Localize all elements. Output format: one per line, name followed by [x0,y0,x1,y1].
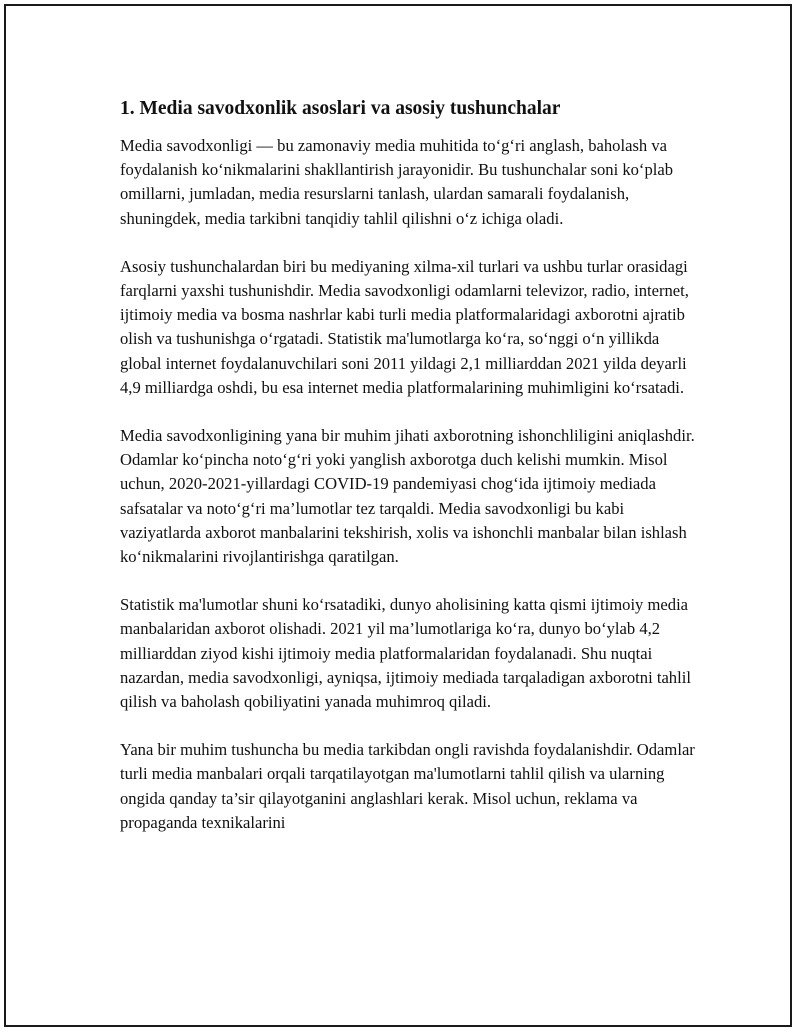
paragraph-5: Yana bir muhim tushuncha bu media tarkibdan ongli ravishda foydalanishdir. Odamlar turli media manbalari orqali tarqatilayotgan ma'lumotlarni tahlil qilish va ularning ongida qanday ta’sir qilayotganini anglashlari kerak. Misol uchun, reklama va propaganda texnikalarini [120,740,695,832]
section-heading: 1. Media savodxonlik asoslari va asosiy tushunchalar [120,98,561,119]
paragraph-3: Media savodxonligining yana bir muhim jihati axborotning ishonchliligini aniqlashdir. Odamlar ko‘pincha noto‘g‘ri yoki yanglish axborotga duch kelishi mumkin. Misol uchun, 2020-2021-yillardagi COVID-19 pandemiyasi chog‘ida ijtimoiy mediada safsatalar va noto‘g‘ri ma’lumotlar tez tarqaldi. Media savodxonligi bu kabi vaziyatlarda axborot manbalarini tekshirish, xolis va ishonchli manbalar bilan ishlash ko‘nikmalarini rivojlantirishga qaratilgan. [120,426,695,567]
document-body [120,94,700,859]
paragraph-1: Media savodxonligi — bu zamonaviy media muhitida to‘g‘ri anglash, baholash va foydalanish ko‘nikmalarini shakllantirish jarayonidir. Bu tushunchalar soni ko‘plab omillarni, jumladan, media resurslarni tanlash, ulardan samarali foydalanish, shuningdek, media tarkibni tanqidiy tahlil qilishni o‘z ichiga oladi. [120,136,674,228]
page-frame [4,4,792,1027]
paragraph-4: Statistik ma'lumotlar shuni ko‘rsatadiki, dunyo aholisining katta qismi ijtimoiy media manbalaridan axborot olishadi. 2021 yil ma’lumotlariga ko‘ra, dunyo bo‘ylab 4,2 milliarddan ziyod kishi ijtimoiy media platformalaridan foydalanadi. Shu nuqtai nazardan, media savodxonligi, ayniqsa, ijtimoiy mediada tarqaladigan axborotni tahlil qilish va baholash qobiliyatini yanada muhimroq qiladi. [120,595,691,712]
paragraph-2: Asosiy tushunchalardan biri bu mediyaning xilma-xil turlari va ushbu turlar orasidagi farqlarni yaxshi tushunishdir. Media savodxonligi odamlarni televizor, radio, internet, ijtimoiy media va bosma nashrlar kabi turli media platformalaridagi axborotni ajratib olish va tushunishga o‘rgatadi. Statistik ma'lumotlarga ko‘ra, so‘nggi o‘n yillikda global internet foydalanuvchilari soni 2011 yildagi 2,1 milliarddan 2021 yilda deyarli 4,9 milliardga oshdi, bu esa internet media platformalarining muhimligini ko‘rsatadi. [120,256,689,397]
